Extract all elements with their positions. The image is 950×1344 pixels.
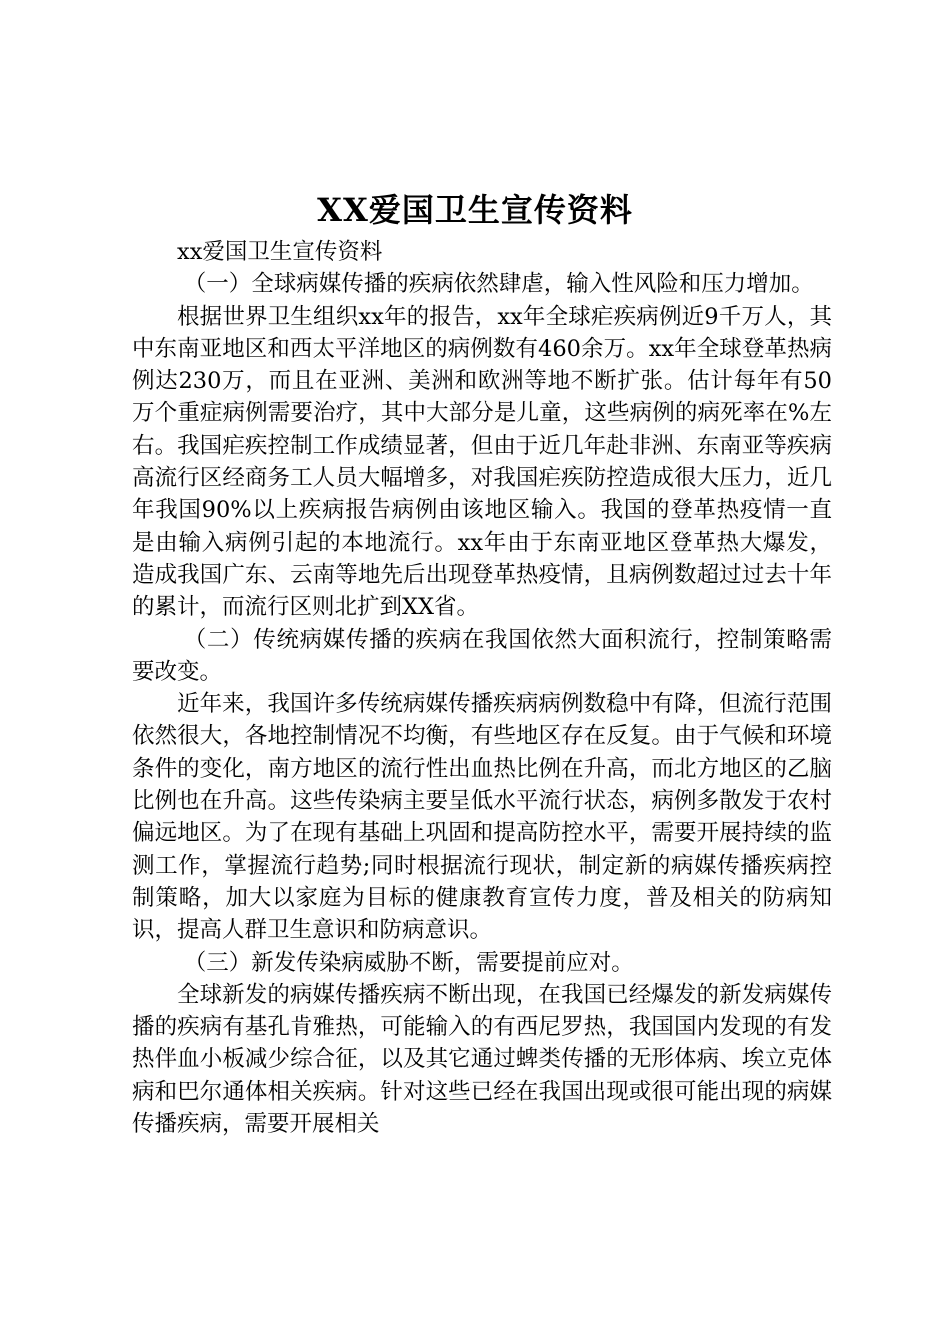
paragraph: （二）传统病媒传播的疾病在我国依然大面积流行，控制策略需要改变。 bbox=[132, 626, 832, 685]
paragraph: 近年来，我国许多传统病媒传播疾病病例数稳中有降，但流行范围依然很大，各地控制情况不均衡，有些地区存在反复。由于气候和环境条件的变化，南方地区的流行性出血热比例在升高，而北方地区的乙脑比例也在升高。这些传染病主要呈低水平流行状态，病例多散发于农村偏远地区。为了在现有基础上巩固和提高防控水平，需要开展持续的监测工作，掌握流行趋势;同时根据流行现状，制定新的病媒传播疾病控制策略，加大以家庭为目标的健康教育宣传力度，普及相关的防病知识，提高人群卫生意识和防病意识。 bbox=[132, 691, 832, 944]
paragraph: （三）新发传染病威胁不断，需要提前应对。 bbox=[183, 949, 634, 976]
paragraph: xx爱国卫生宣传资料 bbox=[177, 239, 383, 265]
paragraph: （一）全球病媒传播的疾病依然肆虐，输入性风险和压力增加。 bbox=[183, 271, 814, 298]
paragraph: 根据世界卫生组织xx年的报告，xx年全球疟疾病例近9千万人，其中东南亚地区和西太平洋地区的病例数有460余万。xx年全球登革热病例达230万，而且在亚洲、美洲和欧洲等地不断扩张。估计每年有50万个重症病例需要治疗，其中大部分是儿童，这些病例的病死率在%左右。我国疟疾控制工作成绩显著，但由于近几年赴非洲、东南亚等疾病高流行区经商务工人员大幅增多，对我国疟疾防控造成很大压力，近几年我国90%以上疾病报告病例由该地区输入。我国的登革热疫情一直是由输入病例引起的本地流行。xx年由于东南亚地区登革热大爆发，造成我国广东、云南等地先后出现登革热疫情，且病例数超过过去十年的累计，而流行区则北扩到XX省。 bbox=[132, 303, 832, 621]
paragraph: 全球新发的病媒传播疾病不断出现，在我国已经爆发的新发病媒传播的疾病有基孔肯雅热，可能输入的有西尼罗热，我国国内发现的有发热伴血小板减少综合征，以及其它通过蜱类传播的无形体病、埃立克体病和巴尔通体相关疾病。针对这些已经在我国出现或很可能出现的病媒传播疾病，需要开展相关 bbox=[132, 981, 832, 1138]
document-body bbox=[132, 236, 832, 1140]
document-title: XX爱国卫生宣传资料 bbox=[317, 191, 633, 229]
